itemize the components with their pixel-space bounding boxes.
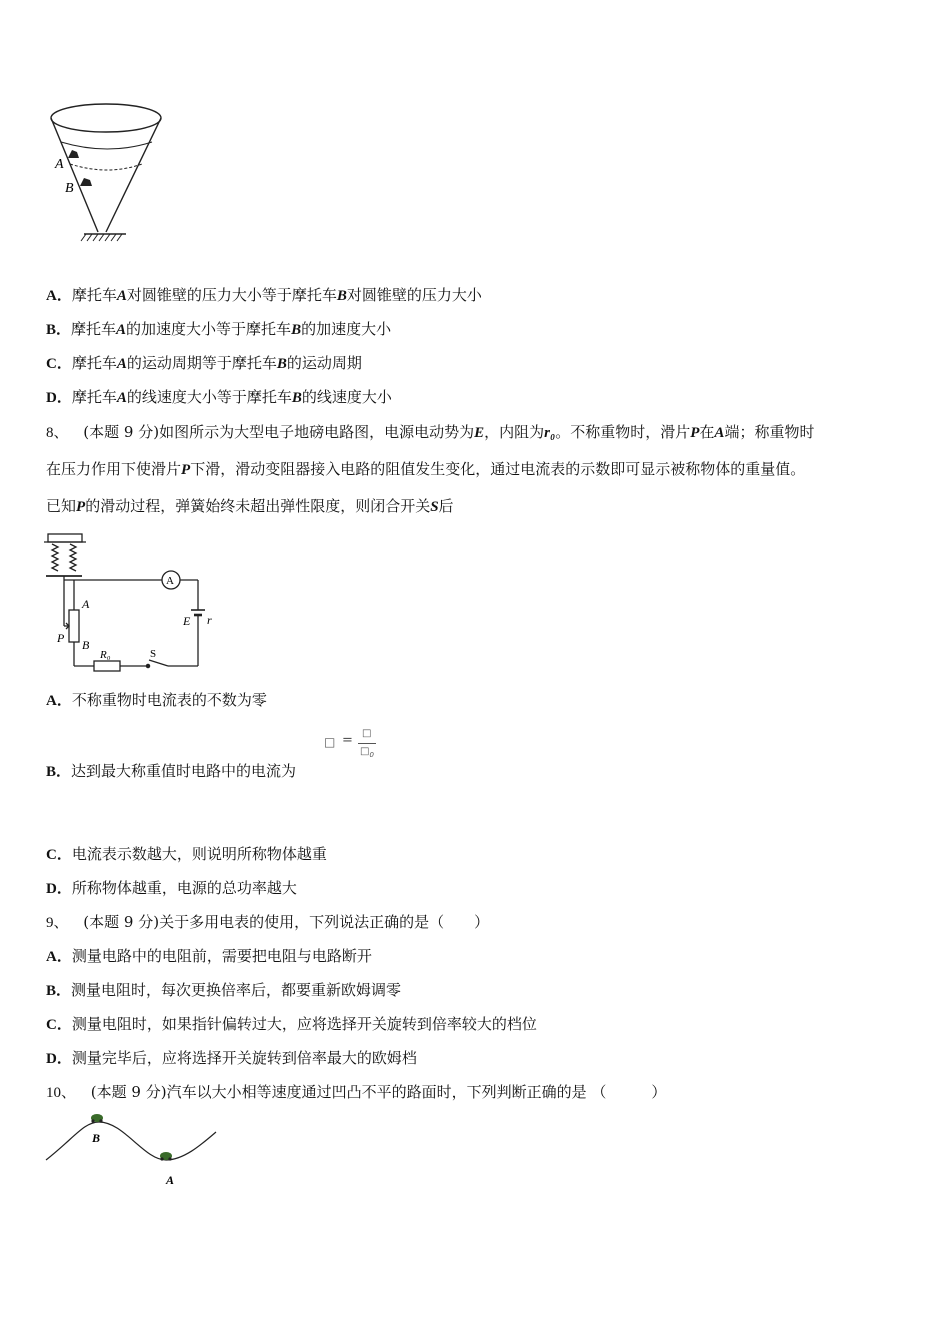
motorcycle-b-icon xyxy=(80,178,92,186)
slider-label-p: P xyxy=(57,631,65,645)
emf-label: E xyxy=(183,614,191,628)
q8-option-b: B．达到最大称重值时电路中的电流为 xyxy=(46,762,297,780)
q8-option-c: C．电流表示数越大，则说明所称物体越重 xyxy=(46,845,327,863)
q9-option-b: B．测量电阻时，每次更换倍率后，都要重新欧姆调零 xyxy=(46,981,402,999)
car-b-icon xyxy=(91,1114,103,1123)
road-label-a: A xyxy=(166,1173,175,1187)
q7-option-a: A．摩托车A对圆锥壁的压力大小等于摩托车B对圆锥壁的压力大小 xyxy=(46,286,482,304)
internal-resistance-label: r xyxy=(207,613,212,627)
resistor-r0-label: R₀ xyxy=(100,649,111,661)
switch-label: S xyxy=(150,648,157,660)
q9-option-d: D．测量完毕后，应将选择开关旋转到倍率最大的欧姆档 xyxy=(46,1049,417,1067)
weighbridge-circuit-figure xyxy=(42,530,222,675)
cone-label-a: A xyxy=(55,157,64,172)
q8-stem-line3: 已知P的滑动过程，弹簧始终未超出弹性限度，则闭合开关S后 xyxy=(46,497,454,515)
q10-stem: 10、 (本题 9 分)汽车以大小相等速度通过凹凸不平的路面时，下列判断正确的是 （ ） xyxy=(46,1083,667,1101)
spring-right-icon xyxy=(70,544,76,571)
q9-stem: 9、 (本题 9 分)关于多用电表的使用，下列说法正确的是（ ） xyxy=(46,913,490,931)
spring-left-icon xyxy=(52,544,58,571)
q9-option-c: C．测量电阻时，如果指针偏转过大，应将选择开关旋转到倍率较大的档位 xyxy=(46,1015,537,1033)
cone-figure xyxy=(46,98,168,248)
q8-option-a: A．不称重物时电流表的不数为零 xyxy=(46,691,267,709)
ammeter-symbol: A xyxy=(166,575,174,587)
q9-option-a: A．测量电路中的电阻前，需要把电阻与电路断开 xyxy=(46,947,372,965)
q7-option-c: C．摩托车A的运动周期等于摩托车B的运动周期 xyxy=(46,354,362,372)
rheostat-label-b: B xyxy=(82,638,90,652)
q7-option-d: D．摩托车A的线速度大小等于摩托车B的线速度大小 xyxy=(46,388,392,406)
car-a-icon xyxy=(160,1152,172,1161)
motorcycle-a-icon xyxy=(68,150,79,158)
q8-option-d: D．所称物体越重，电源的总功率越大 xyxy=(46,879,297,897)
road-label-b: B xyxy=(92,1131,101,1145)
q8-stem-line2: 在压力作用下使滑片P下滑，滑动变阻器接入电路的阻值发生变化，通过电流表的示数即可显示被称物体的重量值。 xyxy=(46,460,806,478)
q7-option-b: B．摩托车A的加速度大小等于摩托车B的加速度大小 xyxy=(46,320,392,338)
rheostat-label-a: A xyxy=(82,597,90,611)
q8-stem-line1: 8、 (本题 9 分)如图所示为大型电子地磅电路图，电源电动势为E，内阻为r₀。不称重物时，滑片P在A端；称重物时 xyxy=(46,423,815,441)
bumpy-road-figure xyxy=(44,1108,220,1190)
road-curve xyxy=(46,1122,216,1160)
cone-label-b: B xyxy=(65,181,74,196)
